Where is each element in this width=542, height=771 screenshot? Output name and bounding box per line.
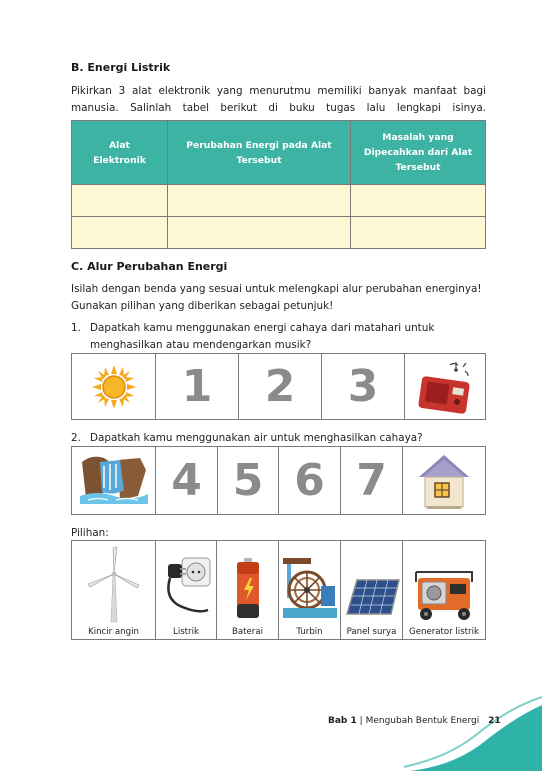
table-header-masalah: Masalah yang Dipecahkan dari Alat Tersebut [351, 121, 486, 185]
blank-box-5[interactable]: 5 [218, 447, 279, 514]
footer-title: Mengubah Bentuk Energi [365, 716, 480, 726]
generator-icon [408, 544, 480, 624]
solar-panel-icon [343, 544, 401, 624]
radio-icon [416, 359, 474, 415]
blank-box-4[interactable]: 4 [156, 447, 218, 514]
q2-number: 2. [71, 432, 81, 444]
section-b-line1: Pikirkan 3 alat elektronik yang menurutmu memiliki banyak manfaat bagi [71, 85, 486, 97]
option-label: Kincir angin [88, 627, 139, 637]
section-c-intro2: Gunakan pilihan yang diberikan sebagai petunjuk! [71, 300, 334, 312]
table-header-alat: Alat Elektronik [72, 121, 168, 185]
electronic-table [71, 120, 486, 249]
option-kincir-angin[interactable] [72, 541, 156, 639]
q1-line1: Dapatkah kamu menggunakan energi cahaya dari matahari untuk [90, 322, 435, 334]
option-baterai[interactable] [217, 541, 279, 639]
sun-image [72, 354, 156, 419]
blank-box-1[interactable]: 1 [156, 354, 239, 419]
option-label: Turbin [296, 627, 323, 637]
q2-line1: Dapatkah kamu menggunakan air untuk menghasilkan cahaya? [90, 432, 423, 444]
flow-row-2 [71, 446, 486, 515]
section-c-heading: C. Alur Perubahan Energi [71, 260, 228, 273]
option-listrik[interactable] [156, 541, 217, 639]
option-generator-listrik[interactable] [403, 541, 485, 639]
option-turbin[interactable] [279, 541, 341, 639]
option-label: Panel surya [346, 627, 397, 637]
flow-row-1 [71, 353, 486, 420]
option-label: Listrik [173, 627, 199, 637]
option-panel-surya[interactable] [341, 541, 403, 639]
footer-chapter: Bab 1 [328, 716, 357, 726]
water-turbine-icon [281, 544, 339, 624]
sun-icon [90, 363, 138, 411]
option-label: Generator listrik [409, 627, 479, 637]
table-row [72, 185, 486, 217]
waterfall-icon [78, 452, 150, 510]
section-b-heading: B. Energi Listrik [71, 61, 171, 74]
waterfall-image [72, 447, 156, 514]
radio-image [405, 354, 485, 419]
page-number: 21 [488, 716, 501, 726]
plug-socket-icon [158, 544, 214, 624]
options-label: Pilihan: [71, 527, 109, 539]
option-label: Baterai [231, 627, 263, 637]
house-image [403, 447, 485, 514]
table-row [72, 217, 486, 249]
blank-box-2[interactable]: 2 [239, 354, 322, 419]
blank-box-6[interactable]: 6 [279, 447, 341, 514]
q1-line2: menghasilkan atau mendengarkan musik? [90, 339, 312, 351]
table-header-perubahan: Perubahan Energi pada Alat Tersebut [168, 121, 351, 185]
blank-box-3[interactable]: 3 [322, 354, 405, 419]
page-footer [328, 716, 501, 726]
q1-number: 1. [71, 322, 81, 334]
options-row [71, 540, 486, 640]
battery-icon [228, 544, 268, 624]
blank-box-7[interactable]: 7 [341, 447, 403, 514]
footer-separator: | [359, 716, 363, 726]
house-icon [415, 451, 473, 511]
section-c-intro1: Isilah dengan benda yang sesuai untuk melengkapi alur perubahan energinya! [71, 283, 482, 295]
section-b-line2: manusia. Salinlah tabel berikut di buku tugas lalu lengkapi isinya. [71, 102, 486, 114]
footer-wave-decoration [380, 695, 542, 771]
wind-turbine-icon [84, 544, 144, 624]
